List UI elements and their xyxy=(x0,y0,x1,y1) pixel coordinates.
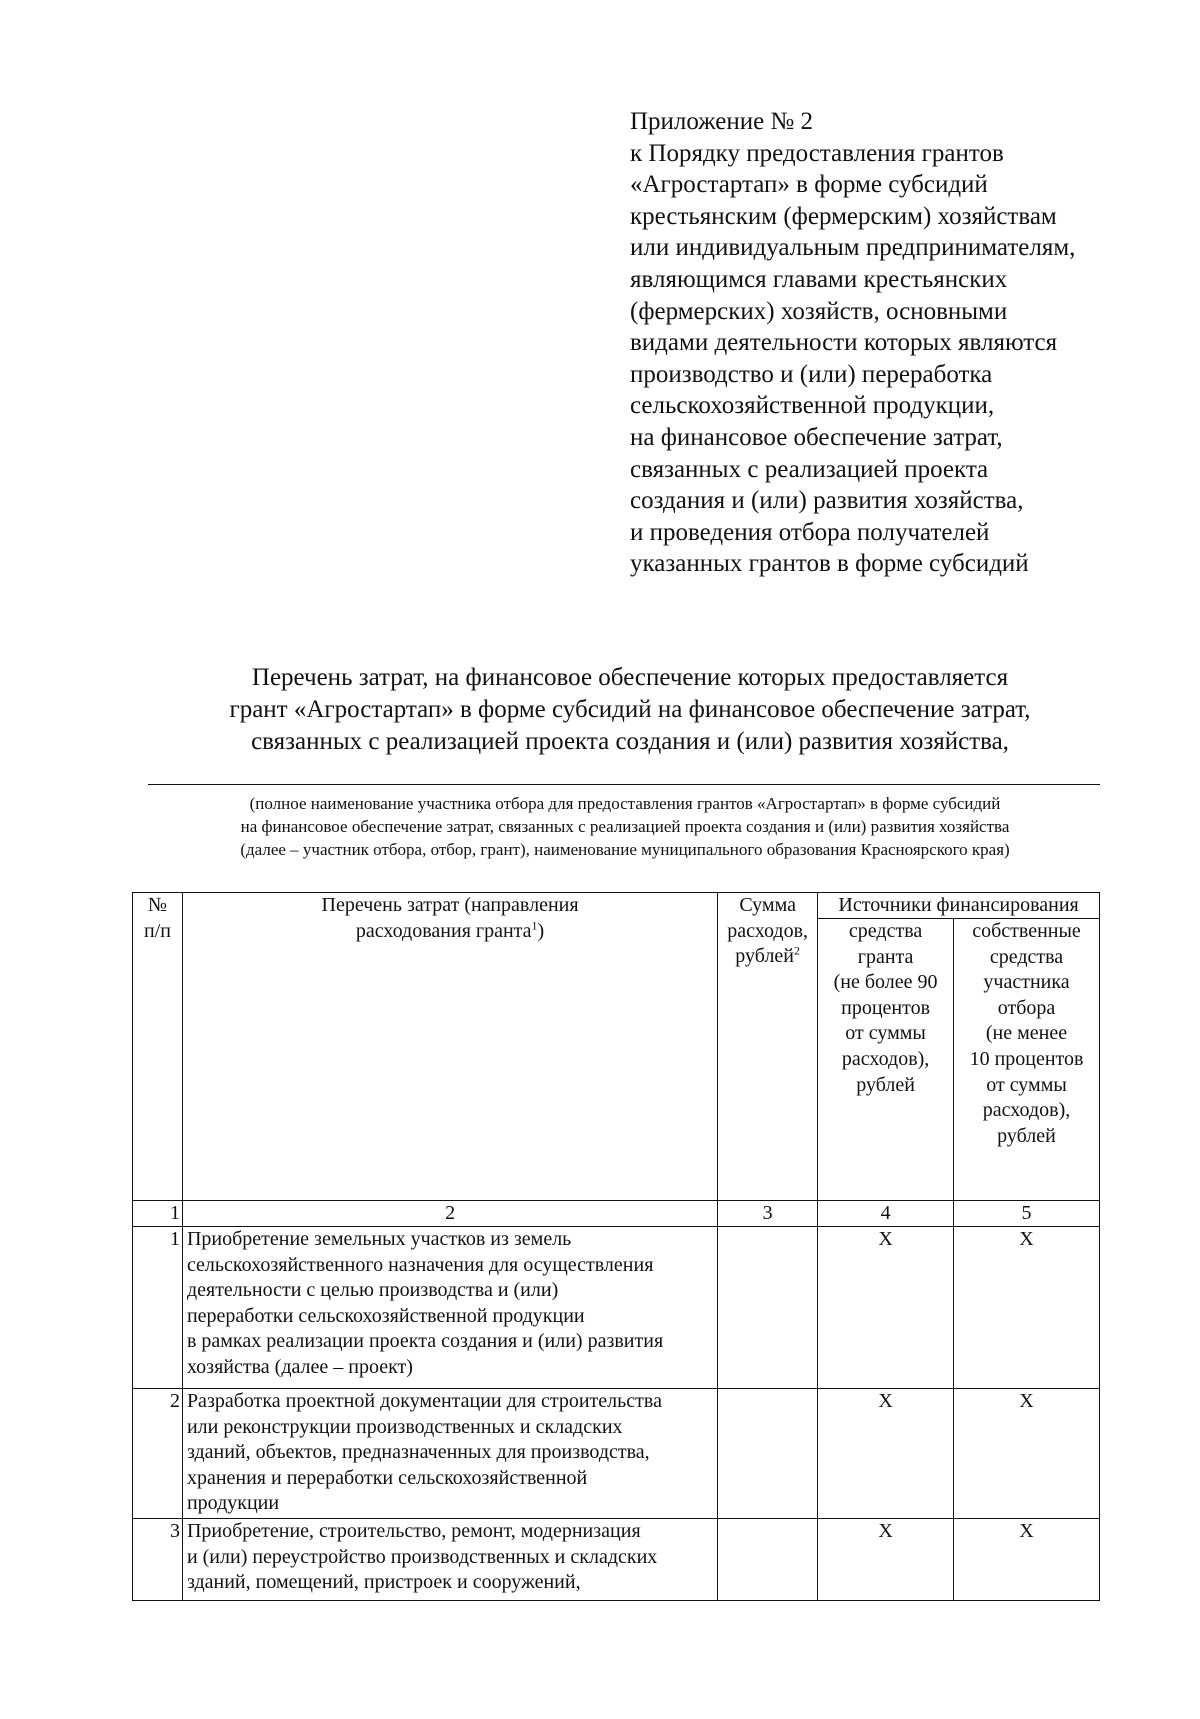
header-grant-line: процентов xyxy=(841,996,931,1019)
header-own-line: от суммы xyxy=(986,1073,1067,1096)
header-sum xyxy=(718,893,818,1201)
row-text-line: хранения и переработки сельскохозяйственной xyxy=(186,1466,588,1489)
header-sources: Источники финансирования xyxy=(818,893,1100,919)
header-num xyxy=(133,893,183,1201)
appendix-line: к Порядку предоставления грантов xyxy=(630,139,1004,167)
row-number: 3 xyxy=(133,1519,183,1601)
row-own-mark: X xyxy=(954,1389,1100,1519)
header-own-line: расходов), xyxy=(982,1099,1071,1122)
header-grant-line: (не более 90 xyxy=(833,971,938,994)
appendix-line: являющимся главами крестьянских xyxy=(630,265,1008,293)
header-own-line: рублей xyxy=(997,1124,1056,1147)
participant-caption xyxy=(130,792,1120,861)
row-sum xyxy=(718,1519,818,1601)
header-sum-line xyxy=(720,944,815,970)
header-own-line: 10 процентов xyxy=(969,1047,1084,1070)
table-row xyxy=(133,1519,1100,1601)
column-number: 1 xyxy=(133,1201,183,1227)
title-line: Перечень затрат, на финансовое обеспечение которых предоставляется xyxy=(251,664,1009,691)
header-own-line: собственные xyxy=(972,920,1081,942)
header-grant-line: рублей xyxy=(856,1073,915,1096)
appendix-line: (фермерских) хозяйств, основными xyxy=(630,297,1008,325)
row-text-line: хозяйства (далее – проект) xyxy=(186,1355,413,1378)
row-grant-mark: X xyxy=(818,1227,954,1389)
title-line: связанных с реализацией проекта создания и (или) развития хозяйства, xyxy=(251,728,1009,755)
appendix-line: указанных грантов в форме субсидий xyxy=(630,550,1029,578)
appendix-line: крестьянским (фермерским) хозяйствам xyxy=(630,202,1057,230)
row-cost-description xyxy=(182,1519,717,1601)
column-number-row xyxy=(133,1201,1100,1227)
row-text-line: деятельности с целью производства и (или) xyxy=(186,1279,559,1302)
row-text-line: Приобретение, строительство, ремонт, модернизация xyxy=(186,1520,641,1542)
column-number: 2 xyxy=(182,1201,717,1227)
row-cost-description xyxy=(182,1389,717,1519)
header-cost-line xyxy=(185,919,715,945)
header-grant-line: расходов), xyxy=(841,1047,930,1070)
footnote-ref: 2 xyxy=(794,943,801,958)
caption-line: на финансовое обеспечение затрат, связанных с реализацией проекта создания и (или) развития хозяйства xyxy=(240,817,1010,836)
header-cost-text: расходования гранта xyxy=(355,919,532,942)
row-grant-mark: X xyxy=(818,1389,954,1519)
table-row xyxy=(133,1227,1100,1389)
header-num-line: п/п xyxy=(143,919,171,942)
row-own-mark: X xyxy=(954,1227,1100,1389)
costs-table xyxy=(132,892,1100,1601)
header-grant-line: средства xyxy=(848,920,923,942)
column-number: 3 xyxy=(718,1201,818,1227)
row-number: 1 xyxy=(133,1227,183,1389)
row-number: 2 xyxy=(133,1389,183,1519)
appendix-line: на финансовое обеспечение затрат, xyxy=(630,423,1003,451)
caption-line: (далее – участник отбора, отбор, грант), наименование муниципального образования Красноярского края) xyxy=(240,840,1010,859)
header-own-line: участника xyxy=(983,971,1070,994)
participant-name-line xyxy=(148,784,1100,785)
header-num-line: № xyxy=(147,894,168,916)
table-row xyxy=(133,1389,1100,1519)
footnote-ref: 1 xyxy=(531,917,538,932)
appendix-line: Приложение № 2 xyxy=(630,108,814,135)
row-text-line: в рамках реализации проекта создания и (или) развития xyxy=(186,1330,664,1353)
appendix-line: или индивидуальным предпринимателям, xyxy=(630,234,1076,262)
appendix-line: сельскохозяйственной продукции, xyxy=(630,392,995,420)
row-text-line: или реконструкции производственных и складских xyxy=(186,1415,623,1438)
row-grant-mark: X xyxy=(818,1519,954,1601)
appendix-line: «Агростартап» в форме субсидий xyxy=(630,171,988,199)
row-sum xyxy=(718,1227,818,1389)
header-grant-line: гранта xyxy=(857,945,914,968)
appendix-line: видами деятельности которых являются xyxy=(630,329,1058,357)
header-own-line: средства xyxy=(989,945,1064,968)
row-text-line: зданий, объектов, предназначенных для производства, xyxy=(186,1441,650,1464)
header-cost-list xyxy=(182,893,717,1201)
column-number: 4 xyxy=(818,1201,954,1227)
appendix-line: производство и (или) переработка xyxy=(630,360,993,388)
row-text-line: Разработка проектной документации для строительства xyxy=(186,1390,662,1412)
row-text-line: переработки сельскохозяйственной продукции xyxy=(186,1304,585,1327)
row-text-line: продукции xyxy=(186,1492,280,1515)
document-title xyxy=(100,662,1160,758)
title-line: грант «Агростартап» в форме субсидий на финансовое обеспечение затрат, xyxy=(229,696,1031,723)
header-own-funds xyxy=(954,919,1100,1201)
header-cost-line: Перечень затрат (направления xyxy=(321,894,579,916)
header-grant-funds xyxy=(818,919,954,1201)
row-cost-description xyxy=(182,1227,717,1389)
appendix-line: и проведения отбора получателей xyxy=(630,518,990,546)
table-header-row xyxy=(133,893,1100,919)
header-own-line: отбора xyxy=(997,996,1056,1019)
appendix-line: связанных с реализацией проекта xyxy=(630,455,989,483)
header-sum-line: расходов, xyxy=(727,919,809,942)
column-number: 5 xyxy=(954,1201,1100,1227)
caption-line: (полное наименование участника отбора для предоставления грантов «Агростартап» в форме субсидий xyxy=(249,794,1001,813)
header-grant-line: от суммы xyxy=(845,1022,926,1045)
row-sum xyxy=(718,1389,818,1519)
header-sum-line: Сумма xyxy=(739,894,796,916)
row-text-line: Приобретение земельных участков из земель xyxy=(186,1228,572,1250)
row-text-line: сельскохозяйственного назначения для осуществления xyxy=(186,1253,654,1276)
header-cost-close: ) xyxy=(537,919,545,942)
header-own-line: (не менее xyxy=(985,1022,1068,1045)
appendix-line: создания и (или) развития хозяйства, xyxy=(630,487,1024,515)
row-text-line: зданий, помещений, пристроек и сооружений, xyxy=(186,1571,581,1594)
row-text-line: и (или) переустройство производственных и складских xyxy=(186,1545,658,1568)
header-sum-text: рублей xyxy=(735,945,795,968)
appendix-block xyxy=(630,106,1170,580)
row-own-mark: X xyxy=(954,1519,1100,1601)
